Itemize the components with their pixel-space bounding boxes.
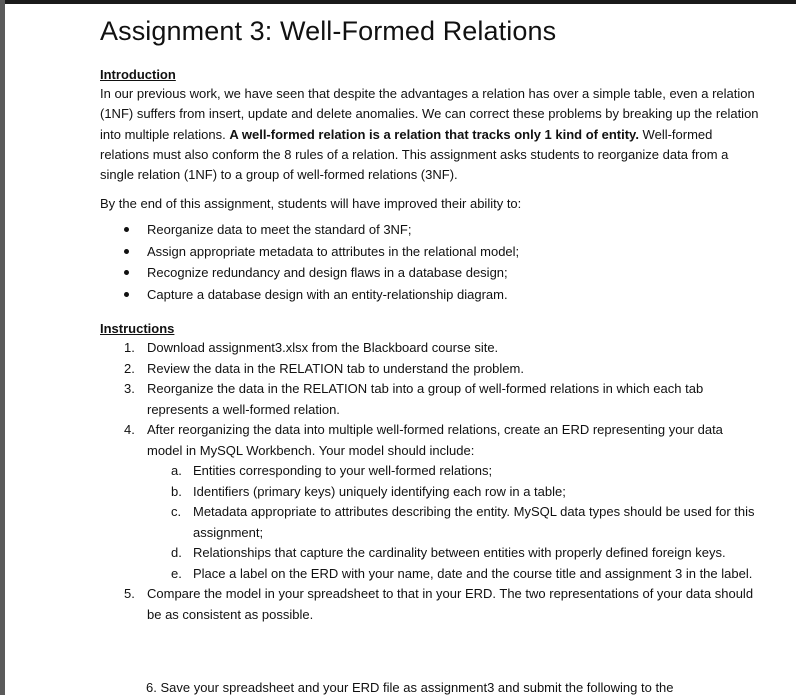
substep-letter: a. <box>171 463 182 479</box>
intro-bold-definition: A well-formed relation is a relation that tracks only 1 kind of entity. <box>229 126 639 142</box>
instructions-heading: Instructions <box>100 321 175 337</box>
objective-text: Reorganize data to meet the standard of 3NF; <box>147 222 412 238</box>
substep-letter: e. <box>171 565 182 581</box>
list-item <box>147 482 760 503</box>
document-title: Assignment 3: Well-Formed Relations <box>100 16 557 46</box>
cut-off-text-line <box>146 680 706 695</box>
list-item <box>100 359 760 380</box>
introduction-heading: Introduction <box>100 67 176 82</box>
substep-letter: d. <box>171 545 182 561</box>
step-text: Compare the model in your spreadsheet to that in your ERD. The two representations of your data should be as consistent as possible. <box>147 586 754 622</box>
substep-text: Relationships that capture the cardinality between entities with properly defined foreign keys. <box>193 545 726 561</box>
list-item <box>100 241 760 263</box>
substep-text: Metadata appropriate to attributes describing the entity. MySQL data types should be used for this assignment; <box>193 504 755 540</box>
list-item <box>100 338 760 359</box>
bullet-icon <box>124 270 129 275</box>
list-item <box>147 543 760 564</box>
substep-text: Entities corresponding to your well-formed relations; <box>193 463 493 479</box>
substep-letter: b. <box>171 483 182 499</box>
step-number: 5. <box>124 586 135 602</box>
instructions-list <box>100 338 760 625</box>
step-text: Download assignment3.xlsx from the Blackboard course site. <box>147 340 499 356</box>
introduction-paragraph <box>100 84 760 185</box>
document-page <box>100 14 760 625</box>
objective-text: Capture a database design with an entity-relationship diagram. <box>147 286 508 302</box>
substep-text: Place a label on the ERD with your name, date and the course title and assignment 3 in the label. <box>193 565 753 581</box>
step-number: 4. <box>124 422 135 438</box>
list-item <box>100 584 760 625</box>
list-item <box>147 564 760 585</box>
objectives-lead: By the end of this assignment, students will have improved their ability to: <box>100 196 522 212</box>
objectives-list <box>100 219 760 305</box>
objective-text: Assign appropriate metadata to attributes in the relational model; <box>147 243 520 259</box>
intro-text-end: Well-formed relations must also conform the 8 rules of a relation. This assignment asks students to reorganize data from a single relation (1NF) to a group of well-formed relations (3NF). <box>100 126 729 183</box>
cut-off-text: 6. Save your spreadsheet and your ERD file as assignment3 and submit the following to the <box>146 680 674 695</box>
window-top-border <box>0 0 796 4</box>
step-text: Reorganize the data in the RELATION tab into a group of well-formed relations in which each tab represents a well-formed relation. <box>147 381 704 417</box>
list-item <box>100 219 760 241</box>
objective-text: Recognize redundancy and design flaws in a database design; <box>147 265 508 281</box>
list-item <box>100 284 760 306</box>
step-number: 3. <box>124 381 135 397</box>
list-item <box>100 420 760 584</box>
step-number: 1. <box>124 340 135 356</box>
bullet-icon <box>124 249 129 254</box>
bullet-icon <box>124 227 129 232</box>
list-item <box>100 379 760 420</box>
step-text: Review the data in the RELATION tab to understand the problem. <box>147 360 524 376</box>
substep-letter: c. <box>171 504 182 520</box>
intro-text-start: In our previous work, we have seen that despite the advantages a relation has over a simple table, even a relation (1NF) suffers from insert, update and delete anomalies. We can correct these problems by breaking up the relation into multiple relations. <box>100 86 759 142</box>
list-item <box>100 262 760 284</box>
list-item <box>147 461 760 482</box>
substep-text: Identifiers (primary keys) uniquely identifying each row in a table; <box>193 483 566 499</box>
step-number: 2. <box>124 360 135 376</box>
window-left-border <box>0 0 5 695</box>
list-item <box>147 502 760 543</box>
erd-requirements-list <box>147 461 760 584</box>
bullet-icon <box>124 292 129 297</box>
step-text: After reorganizing the data into multiple well-formed relations, create an ERD representing your data model in MySQL Workbench. Your model should include: <box>147 422 723 458</box>
